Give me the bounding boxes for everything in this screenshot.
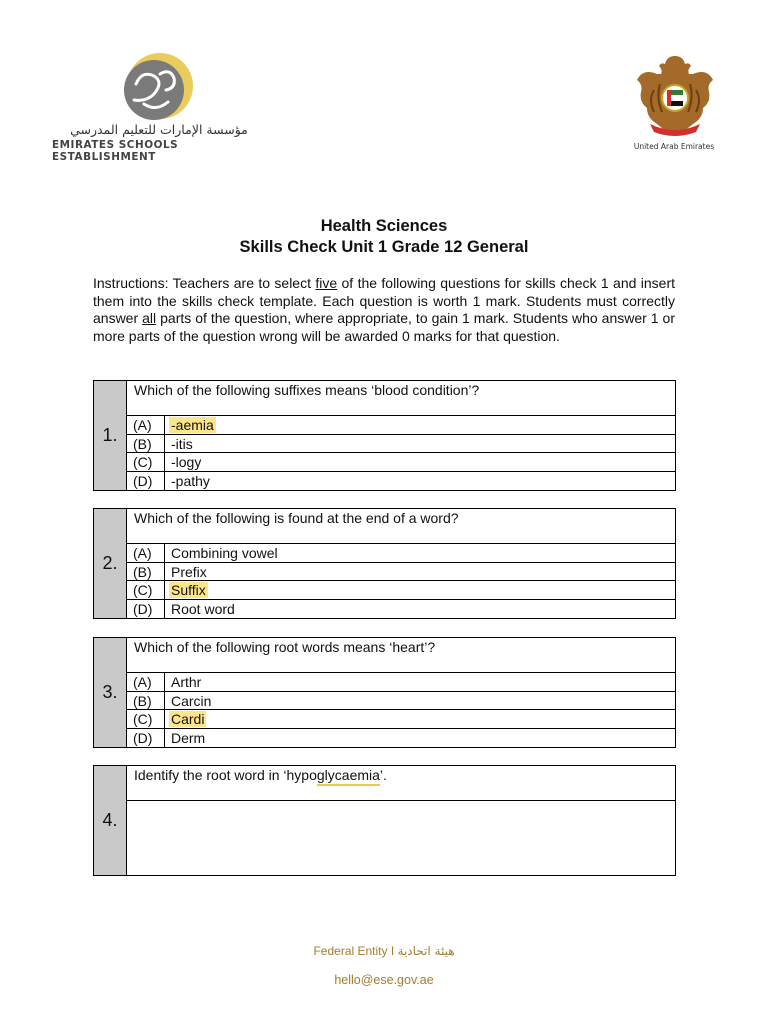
question-text-end: ’. [379,767,387,783]
instructions-part-2: of the following questions for skills check 1 and insert them into the skills check template. Each question is worth 1 mark. Students must correctly answer [93,275,675,327]
option-row [127,692,675,711]
option-text: Combining vowel [171,545,278,561]
option-text-highlighted: -aemia [171,417,214,433]
footer-entity [0,944,768,958]
option-text: -pathy [171,472,210,489]
option-text: -logy [171,454,202,470]
option-row [127,710,675,729]
question-text: Which of the following is found at the end of a word? [127,509,675,544]
instructions-part-1: Instructions: Teachers are to select [93,275,316,291]
option-letter: (D) [127,600,165,619]
option-letter: (B) [127,435,165,453]
question-block-4 [93,765,676,876]
option-text: Root word [171,600,235,617]
uae-caption: United Arab Emirates [633,142,715,151]
document-title: Health Sciences [320,217,448,235]
option-text: Prefix [171,563,207,580]
option-letter: (C) [127,453,165,471]
option-row [127,453,675,472]
ese-english-name: EMIRATES SCHOOLS ESTABLISHMENT [52,139,179,163]
option-text: Derm [171,729,206,746]
question-number: 1. [94,381,127,490]
instructions-emphasis-all: all [142,310,157,327]
uae-emblem-icon [636,50,714,142]
question-text [127,766,675,801]
option-row [127,544,675,563]
question-block-2 [93,508,676,619]
footer-entity-english: Federal Entity I [313,944,398,958]
option-letter: (D) [127,729,165,748]
footer-email[interactable]: hello@ese.gov.ae [334,973,434,987]
question-text: Which of the following root words means ‘heart’? [127,638,675,673]
option-letter: (B) [127,692,165,710]
option-row [127,600,675,619]
option-letter: (B) [127,563,165,581]
option-row [127,563,675,582]
question-block-3 [93,637,676,748]
option-row [127,729,675,748]
option-row [127,435,675,454]
option-letter: (A) [127,544,165,562]
question-number: 3. [94,638,127,747]
option-text: -itis [171,435,193,452]
page-header [0,0,768,180]
option-letter: (C) [127,581,165,599]
answer-area[interactable] [127,801,675,875]
question-text: Which of the following suffixes means ‘blood condition’? [127,381,675,416]
question-text-marked-word: glycaemia [316,767,380,783]
instructions-paragraph [93,275,675,345]
document-subtitle: Skills Check Unit 1 Grade 12 General [239,238,529,256]
question-text-start: Identify the root word in ‘hypo [134,767,317,783]
option-letter: (D) [127,472,165,491]
footer-entity-arabic: هيئة اتحادية [397,944,455,958]
question-number: 4. [94,766,127,875]
option-text: Arthr [171,674,202,690]
question-number: 2. [94,509,127,618]
option-text-highlighted: Cardi [171,711,205,727]
option-letter: (A) [127,416,165,434]
instructions-part-3: parts of the question, where appropriate, to gain 1 mark. Students who answer 1 or more parts of the question wrong will be awarded 0 marks for that question. [93,310,676,344]
option-row [127,472,675,491]
ese-arabic-name: مؤسسة الإمارات للتعليم المدرسي [70,122,248,137]
option-row [127,673,675,692]
option-text: Carcin [171,692,212,709]
option-row [127,416,675,435]
option-row [127,581,675,600]
instructions-emphasis-five: five [315,275,338,291]
option-text-highlighted: Suffix [171,582,206,598]
option-letter: (A) [127,673,165,691]
question-block-1 [93,380,676,491]
option-letter: (C) [127,710,165,728]
